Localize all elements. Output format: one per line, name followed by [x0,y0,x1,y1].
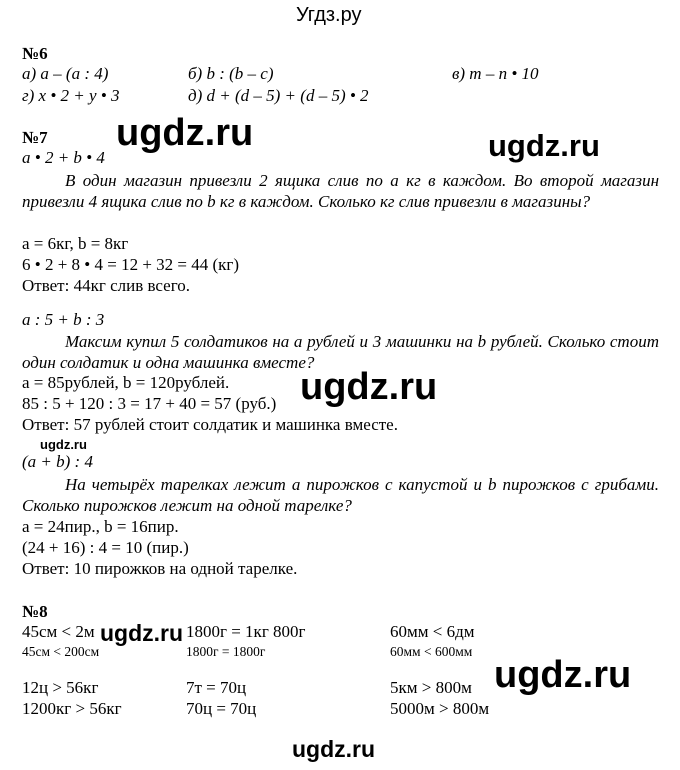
values-3: a = 24пир., b = 16пир. [22,517,179,536]
comparison: 7т = 70ц [186,678,247,697]
task-6-a: а) a – (a : 4) [22,64,109,83]
comparison: 1800г = 1кг 800г [186,622,306,641]
comparison: 5000м > 800м [390,699,490,718]
comparison: 45см < 200см [22,644,100,659]
task-6-title: №6 [22,44,48,63]
answer-2: Ответ: 57 рублей стоит солдатик и машинка вместе. [22,415,398,434]
task-6-g: г) x • 2 + y • 3 [22,86,120,105]
comparison: 1200кг > 56кг [22,699,122,718]
watermark: ugdz.ru [488,128,600,163]
answer-1: Ответ: 44кг слив всего. [22,276,190,295]
values-2: a = 85рублей, b = 120рублей. [22,373,230,392]
task-7-title: №7 [22,128,48,147]
problem-text-1: В один магазин привезли 2 ящика слив по a кг в каждом. Во второй магазин привезли 4 ящика слив по b кг в каждом. Сколько кг слив привезли в магазины? [22,171,659,211]
problem-text-3: На четырёх тарелках лежит a пирожков с капустой и b пирожков с грибами. Сколько пирожков лежит на одной тарелке? [22,475,659,515]
expression-2: a : 5 + b : 3 [22,310,105,329]
comparison: 12ц > 56кг [22,678,99,697]
problem-text-2: Максим купил 5 солдатиков на a рублей и 3 машинки на b рублей. Сколько стоит один солдатик и одна машинка вместе? [22,332,659,372]
comparison: 70ц = 70ц [186,699,257,718]
task-6-b: б) b : (b – c) [188,64,274,83]
calculation-3: (24 + 16) : 4 = 10 (пир.) [22,538,189,557]
answer-3: Ответ: 10 пирожков на одной тарелке. [22,559,298,578]
calculation-2: 85 : 5 + 120 : 3 = 17 + 40 = 57 (руб.) [22,394,277,413]
watermark-small: ugdz.ru [40,437,87,452]
expression-1: a • 2 + b • 4 [22,148,105,167]
comparison: 5км > 800м [390,678,472,697]
site-header: Угдз.ру [296,4,362,26]
comparison: 45см < 2м [22,622,95,641]
watermark: ugdz.ru [300,366,438,408]
task-8-title: №8 [22,602,48,621]
task-6-d: д) d + (d – 5) + (d – 5) • 2 [188,86,369,105]
expression-3: (a + b) : 4 [22,452,93,471]
footer-watermark: ugdz.ru [292,736,376,762]
comparison: 60мм < 6дм [390,622,475,641]
watermark: ugdz.ru [116,112,254,154]
values-1: a = 6кг, b = 8кг [22,234,129,253]
comparison: 1800г = 1800г [186,644,266,659]
watermark: ugdz.ru [100,620,184,646]
task-6-v: в) m – n • 10 [452,64,539,83]
comparison: 60мм < 600мм [390,644,473,659]
calculation-1: 6 • 2 + 8 • 4 = 12 + 32 = 44 (кг) [22,255,240,274]
watermark: ugdz.ru [494,654,632,696]
